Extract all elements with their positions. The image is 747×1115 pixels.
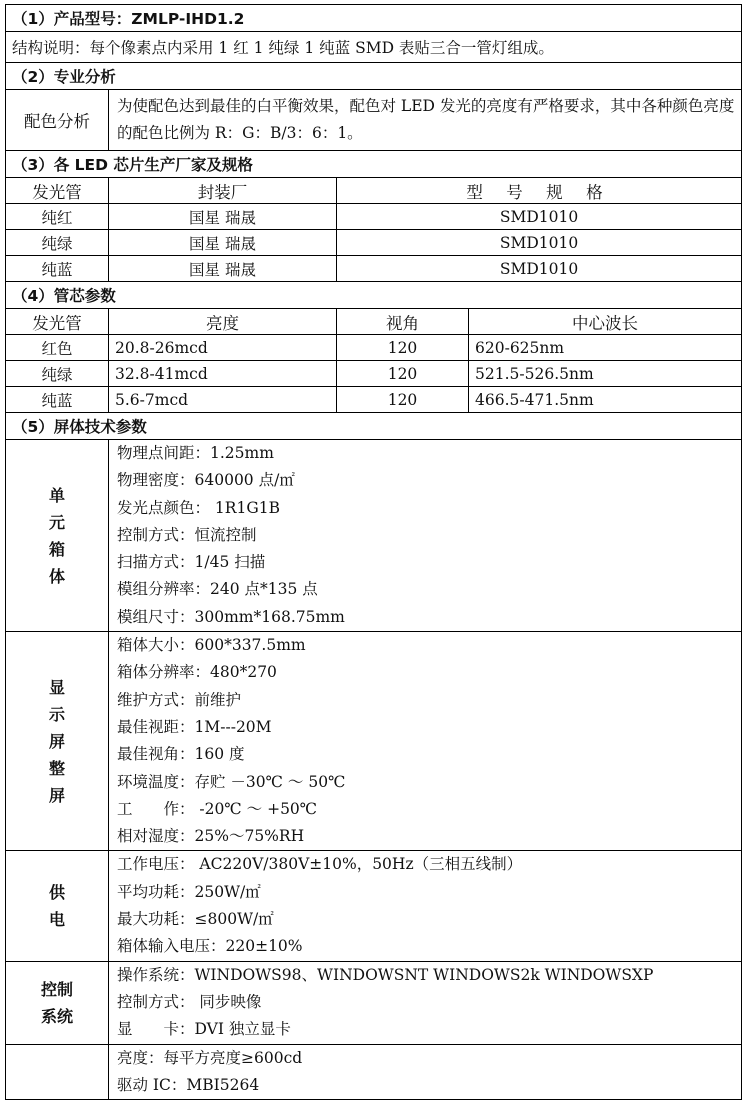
s4-header-brightness: 亮度 [109, 309, 337, 335]
label-line: 系统 [40, 1006, 73, 1026]
param-line: 最大功耗：≤800W/㎡ [117, 910, 274, 929]
param-line: 扫描方式：1/45 扫描 [117, 553, 266, 572]
table-row [6, 256, 742, 282]
s3-cell-led: 纯红 [6, 204, 109, 230]
param-line: 箱体分辨率：480*270 [117, 663, 277, 682]
label-char: 屏 [48, 731, 65, 751]
s4-cell-led: 红色 [6, 335, 109, 361]
table-row [6, 230, 742, 256]
s4-header-wavelength: 中心波长 [469, 309, 742, 335]
spec-table [5, 4, 742, 1100]
s4-cell-wavelength: 466.5-471.5nm [469, 387, 742, 413]
param-line: 控制方式：恒流控制 [117, 525, 257, 544]
label-char: 体 [48, 566, 65, 586]
param-line: 操作系统：WINDOWS98、WINDOWSNT WINDOWS2k WINDOWSXP [117, 965, 654, 984]
param-line: 模组分辨率：240 点*135 点 [117, 580, 318, 599]
unit-cabinet-label [6, 440, 109, 632]
param-line: 环境温度：存贮 －30℃ ～ 50℃ [117, 772, 346, 791]
param-line: 箱体输入电压：220±10% [117, 937, 303, 956]
s3-header-packager: 封装厂 [109, 178, 337, 204]
s3-cell-led: 纯蓝 [6, 256, 109, 282]
param-line: 物理点间距：1.25mm [117, 444, 274, 462]
s4-cell-angle: 120 [337, 335, 469, 361]
label-char: 整 [48, 758, 65, 778]
other-params [109, 1044, 742, 1100]
param-line: 显 卡：DVI 独立显卡 [117, 1020, 291, 1039]
s4-cell-wavelength: 521.5-526.5nm [469, 361, 742, 387]
param-line: 控制方式： 同步映像 [117, 992, 262, 1011]
label-char: 供 [48, 883, 65, 903]
param-line: 工作电压： AC220V/380V±10%，50Hz（三相五线制） [117, 855, 523, 874]
color-analysis-text: 为使配色达到最佳的白平衡效果，配色对 LED 发光的亮度有严格要求，其中各种颜色亮度的配色比例为 R：G：B/3：6：1。 [109, 90, 742, 151]
s4-cell-angle: 120 [337, 361, 469, 387]
param-line: 亮度：每平方亮度≥600cd [117, 1048, 303, 1067]
label-line: 控制 [40, 979, 73, 999]
full-screen-params [109, 632, 742, 851]
section4-title: （4）管芯参数 [6, 282, 742, 309]
s3-cell-model: SMD1010 [337, 204, 742, 230]
param-line: 最佳视距：1M---20M [117, 717, 272, 736]
table-row [6, 387, 742, 413]
label-char: 示 [48, 704, 65, 724]
s3-cell-model: SMD1010 [337, 256, 742, 282]
unit-cabinet-params [109, 440, 742, 632]
s3-header-led: 发光管 [6, 178, 109, 204]
s3-header-model: 型 号 规 格 [337, 178, 742, 204]
label-char: 单 [48, 485, 65, 505]
param-line: 最佳视角：160 度 [117, 745, 245, 764]
control-system-params [109, 961, 742, 1044]
label-char: 元 [48, 512, 65, 532]
s4-cell-brightness: 20.8-26mcd [109, 335, 337, 361]
s4-cell-led: 纯蓝 [6, 387, 109, 413]
param-line: 驱动 IC：MBI5264 [117, 1075, 260, 1094]
table-row [6, 335, 742, 361]
power-label [6, 851, 109, 961]
param-line: 平均功耗：250W/㎡ [117, 882, 261, 901]
label-char: 屏 [48, 785, 65, 805]
s4-header-angle: 视角 [337, 309, 469, 335]
structure-description: 结构说明：每个像素点内采用 1 红 1 纯绿 1 纯蓝 SMD 表贴三合一管灯组成。 [6, 32, 742, 63]
label-char: 显 [48, 677, 65, 697]
label-char: 电 [48, 910, 65, 930]
s4-cell-wavelength: 620-625nm [469, 335, 742, 361]
param-line: 工 作： -20℃ ～ +50℃ [117, 799, 318, 818]
s4-cell-led: 纯绿 [6, 361, 109, 387]
s4-header-led: 发光管 [6, 309, 109, 335]
power-params [109, 851, 742, 961]
label-char: 箱 [48, 539, 65, 559]
table-row [6, 204, 742, 230]
section1-title: （1）产品型号：ZMLP-IHD1.2 [6, 5, 742, 32]
param-line: 模组尺寸：300mm*168.75mm [117, 607, 345, 626]
table-row [6, 361, 742, 387]
s4-cell-brightness: 5.6-7mcd [109, 387, 337, 413]
section2-title: （2）专业分析 [6, 63, 742, 90]
s3-cell-packager: 国星 瑞晟 [109, 230, 337, 256]
s4-cell-angle: 120 [337, 387, 469, 413]
param-line: 箱体大小：600*337.5mm [117, 636, 306, 655]
full-screen-label [6, 632, 109, 851]
param-line: 相对湿度：25%～75%RH [117, 827, 305, 846]
param-line: 维护方式：前维护 [117, 690, 242, 709]
color-analysis-label: 配色分析 [6, 90, 109, 151]
section3-title: （3）各 LED 芯片生产厂家及规格 [6, 151, 742, 178]
other-label [6, 1044, 109, 1100]
s3-cell-model: SMD1010 [337, 230, 742, 256]
s4-cell-brightness: 32.8-41mcd [109, 361, 337, 387]
spec-document [5, 4, 741, 1100]
s3-cell-packager: 国星 瑞晟 [109, 256, 337, 282]
param-line: 物理密度：640000 点/㎡ [117, 471, 295, 490]
param-line: 发光点颜色： 1R1G1B [117, 498, 280, 517]
section5-title: （5）屏体技术参数 [6, 413, 742, 440]
s3-cell-led: 纯绿 [6, 230, 109, 256]
control-system-label [6, 961, 109, 1044]
s3-cell-packager: 国星 瑞晟 [109, 204, 337, 230]
